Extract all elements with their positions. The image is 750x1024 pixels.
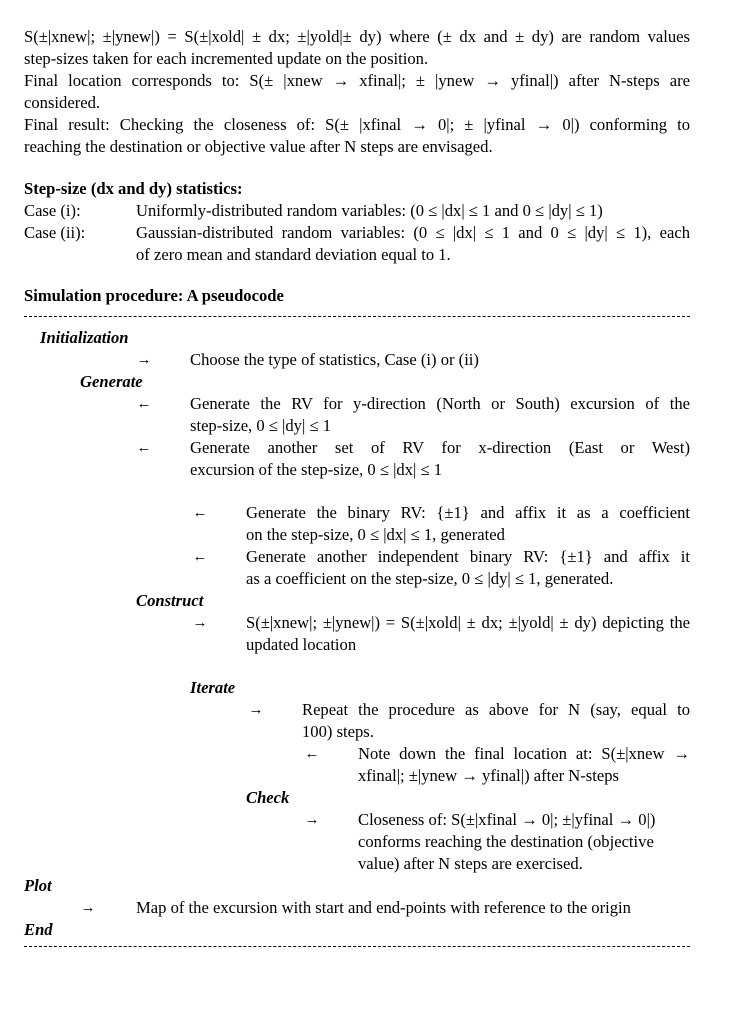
intro-line-1: S(±|xnew|; ±|ynew|) = S(±|xold| ± dx; ±|yold|± dy) where (± dx and ± dy) are random values [24, 27, 690, 46]
left-arrow-icon: ← [192, 505, 208, 521]
right-arrow-icon: → [192, 615, 208, 631]
gen4-line-1: Generate another independent binary RV: {±1} and affix it [246, 547, 690, 566]
plot-label: Plot [24, 876, 52, 895]
top-divider [24, 316, 690, 317]
intro-line-3: Final location corresponds to: S(± |xnew → xfinal|; ± |ynew → yfinal|) after N-steps are [24, 71, 690, 90]
iterate-line-2: 100) steps. [302, 722, 374, 741]
note-line-1: Note down the final location at: S(±|xnew → [358, 744, 690, 763]
bottom-divider [24, 946, 690, 947]
check-line-1: Closeness of: S(±|xfinal → 0|; ±|yfinal → 0|) [358, 810, 656, 829]
gen1-line-2: step-size, 0 ≤ |dy| ≤ 1 [190, 416, 331, 435]
case-2-line-1: Gaussian-distributed random variables: (0 ≤ |dx| ≤ 1 and 0 ≤ |dy| ≤ 1), each [136, 223, 690, 242]
case-2-label: Case (ii): [24, 223, 86, 242]
left-arrow-icon: ← [136, 396, 152, 412]
right-arrow-icon: → [80, 900, 96, 916]
gen2-line-1: Generate another set of RV for x-direction (East or West) [190, 438, 690, 457]
end-label: End [24, 920, 53, 939]
generate-label: Generate [80, 372, 143, 391]
left-arrow-icon: ← [192, 549, 208, 565]
intro-line-6: reaching the destination or objective value after N steps are envisaged. [24, 137, 493, 156]
intro-line-5: Final result: Checking the closeness of: S(± |xfinal → 0|; ± |yfinal → 0|) conforming to [24, 115, 690, 134]
check-line-2: conforms reaching the destination (objective [358, 832, 654, 851]
iterate-label: Iterate [190, 678, 236, 697]
case-2-line-2: of zero mean and standard deviation equal to 1. [136, 245, 451, 264]
plot-text: Map of the excursion with start and end-points with reference to the origin [136, 898, 631, 917]
left-arrow-icon: ← [136, 440, 152, 456]
intro-line-4: considered. [24, 93, 101, 112]
stats-heading: Step-size (dx and dy) statistics: [24, 179, 243, 198]
check-label: Check [246, 788, 290, 807]
iterate-line-1: Repeat the procedure as above for N (say, equal to [302, 700, 690, 719]
gen3-line-1: Generate the binary RV: {±1} and affix it as a coefficient [246, 503, 690, 522]
gen1-line-1: Generate the RV for y-direction (North or South) excursion of the [190, 394, 690, 413]
construct-label: Construct [136, 591, 204, 610]
procedure-heading: Simulation procedure: A pseudocode [24, 286, 284, 305]
right-arrow-icon: → [304, 812, 320, 828]
left-arrow-icon: ← [304, 746, 320, 762]
right-arrow-icon: → [248, 702, 264, 718]
case-1-label: Case (i): [24, 201, 81, 220]
case-1-text: Uniformly-distributed random variables: (0 ≤ |dx| ≤ 1 and 0 ≤ |dy| ≤ 1) [136, 201, 603, 220]
initialization-label: Initialization [40, 328, 129, 347]
check-line-3: value) after N steps are exercised. [358, 854, 583, 873]
gen3-line-2: on the step-size, 0 ≤ |dx| ≤ 1, generated [246, 525, 505, 544]
construct-line-2: updated location [246, 635, 357, 654]
note-line-2: xfinal|; ±|ynew → yfinal|) after N-steps [358, 766, 619, 785]
gen2-line-2: excursion of the step-size, 0 ≤ |dx| ≤ 1 [190, 460, 443, 479]
gen4-line-2: as a coefficient on the step-size, 0 ≤ |dy| ≤ 1, generated. [246, 569, 614, 588]
init-step-text: Choose the type of statistics, Case (i) or (ii) [190, 350, 479, 369]
construct-line-1: S(±|xnew|; ±|ynew|) = S(±|xold| ± dx; ±|yold| ± dy) depicting the [246, 613, 690, 632]
right-arrow-icon: → [136, 352, 152, 368]
intro-line-2: step-sizes taken for each incremented update on the position. [24, 49, 429, 68]
